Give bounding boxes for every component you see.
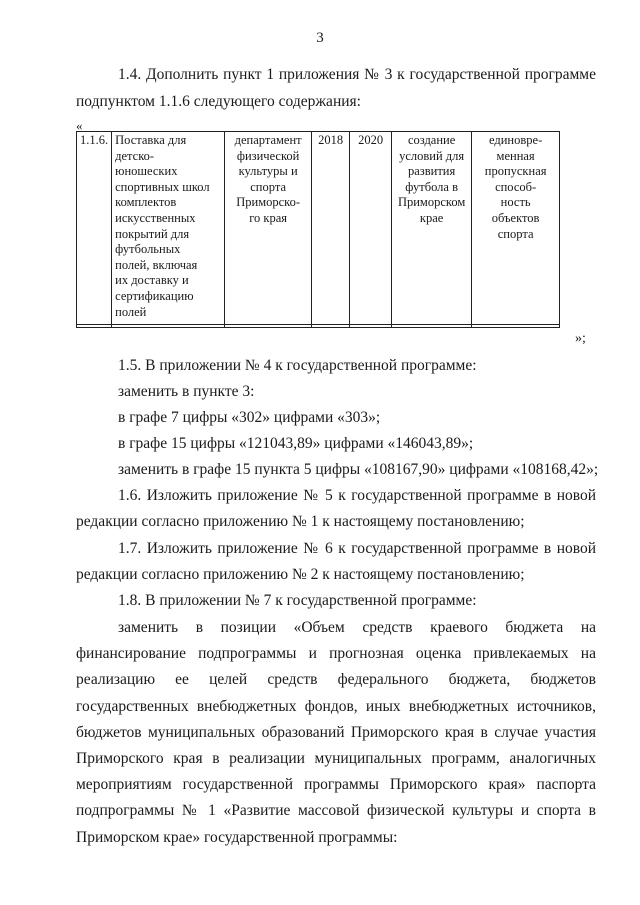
paragraph-1-6-line-2: редакции согласно приложению № 1 к настоящему постановлению; xyxy=(76,513,525,530)
paragraph-1-5: 1.5. В приложении № 4 к государственной программе: xyxy=(118,357,477,374)
column-15-change: в графе 15 цифры «121043,89» цифрами «146043,89»; xyxy=(118,435,474,452)
cell-event-name: Поставка для детско- юношеских спортивных школ комплектов искусственных покрытий для футбольных полей, включая их доставку и сертификацию полей xyxy=(112,132,225,325)
long-paragraph-line: финансирование подпрограммы и прогнозная оценка привлекаемых на xyxy=(76,645,596,662)
intro-line-2: подпунктом 1.1.6 следующего содержания: xyxy=(76,93,361,110)
long-paragraph-line: мероприятиям государственной программы Приморского края» паспорта xyxy=(76,776,596,793)
table-row xyxy=(77,132,560,325)
long-paragraph-line: заменить в позиции «Объем средств краевого бюджета на xyxy=(118,619,596,636)
paragraph-1-8: 1.8. В приложении № 7 к государственной программе: xyxy=(118,592,477,609)
intro-line-1: 1.4. Дополнить пункт 1 приложения № 3 к государственной программе xyxy=(118,66,596,83)
long-paragraph-line: подпрограммы № 1 «Развитие массовой физической культуры и спорта в xyxy=(76,802,596,819)
long-paragraph-line: государственных внебюджетных фондов, иных внебюджетных источников, xyxy=(76,698,596,715)
long-paragraph-line: бюджетов муниципальных образований Приморского края в случае участия xyxy=(76,724,596,741)
cell-year-start: 2018 xyxy=(312,132,350,325)
table-bottom-row xyxy=(77,325,560,328)
cell-executor: департамент физической культуры и спорта Приморско- го края xyxy=(225,132,312,325)
long-paragraph-line: реализацию ее целей средств федерального бюджета, бюджетов xyxy=(76,671,596,688)
subprogram-table xyxy=(76,131,560,328)
paragraph-1-7-line-2: редакции согласно приложению № 2 к настоящему постановлению; xyxy=(76,566,525,583)
quote-open: « xyxy=(76,118,83,133)
page-number: 3 xyxy=(316,30,324,46)
quote-close: »; xyxy=(575,331,586,346)
long-paragraph-line: Приморского края в реализации муниципальных программ, аналогичных xyxy=(76,750,596,767)
paragraph-1-6-line-1: 1.6. Изложить приложение № 5 к государственной программе в новой xyxy=(118,487,596,504)
long-paragraph-line: Приморском крае» государственной программы: xyxy=(76,829,398,846)
column-7-change: в графе 7 цифры «302» цифрами «303»; xyxy=(118,409,381,426)
column-15-point-5-change: заменить в графе 15 пункта 5 цифры «108167,90» цифрами «108168,42»; xyxy=(118,461,599,478)
replace-point-3: заменить в пункте 3: xyxy=(118,383,255,400)
cell-goal: создание условий для развития футбола в Приморском крае xyxy=(392,132,472,325)
cell-indicator: единовре- менная пропускная способ- ность объектов спорта xyxy=(472,132,560,325)
cell-year-end: 2020 xyxy=(350,132,392,325)
paragraph-1-7-line-1: 1.7. Изложить приложение № 6 к государственной программе в новой xyxy=(118,540,596,557)
cell-number: 1.1.6. xyxy=(77,132,112,325)
